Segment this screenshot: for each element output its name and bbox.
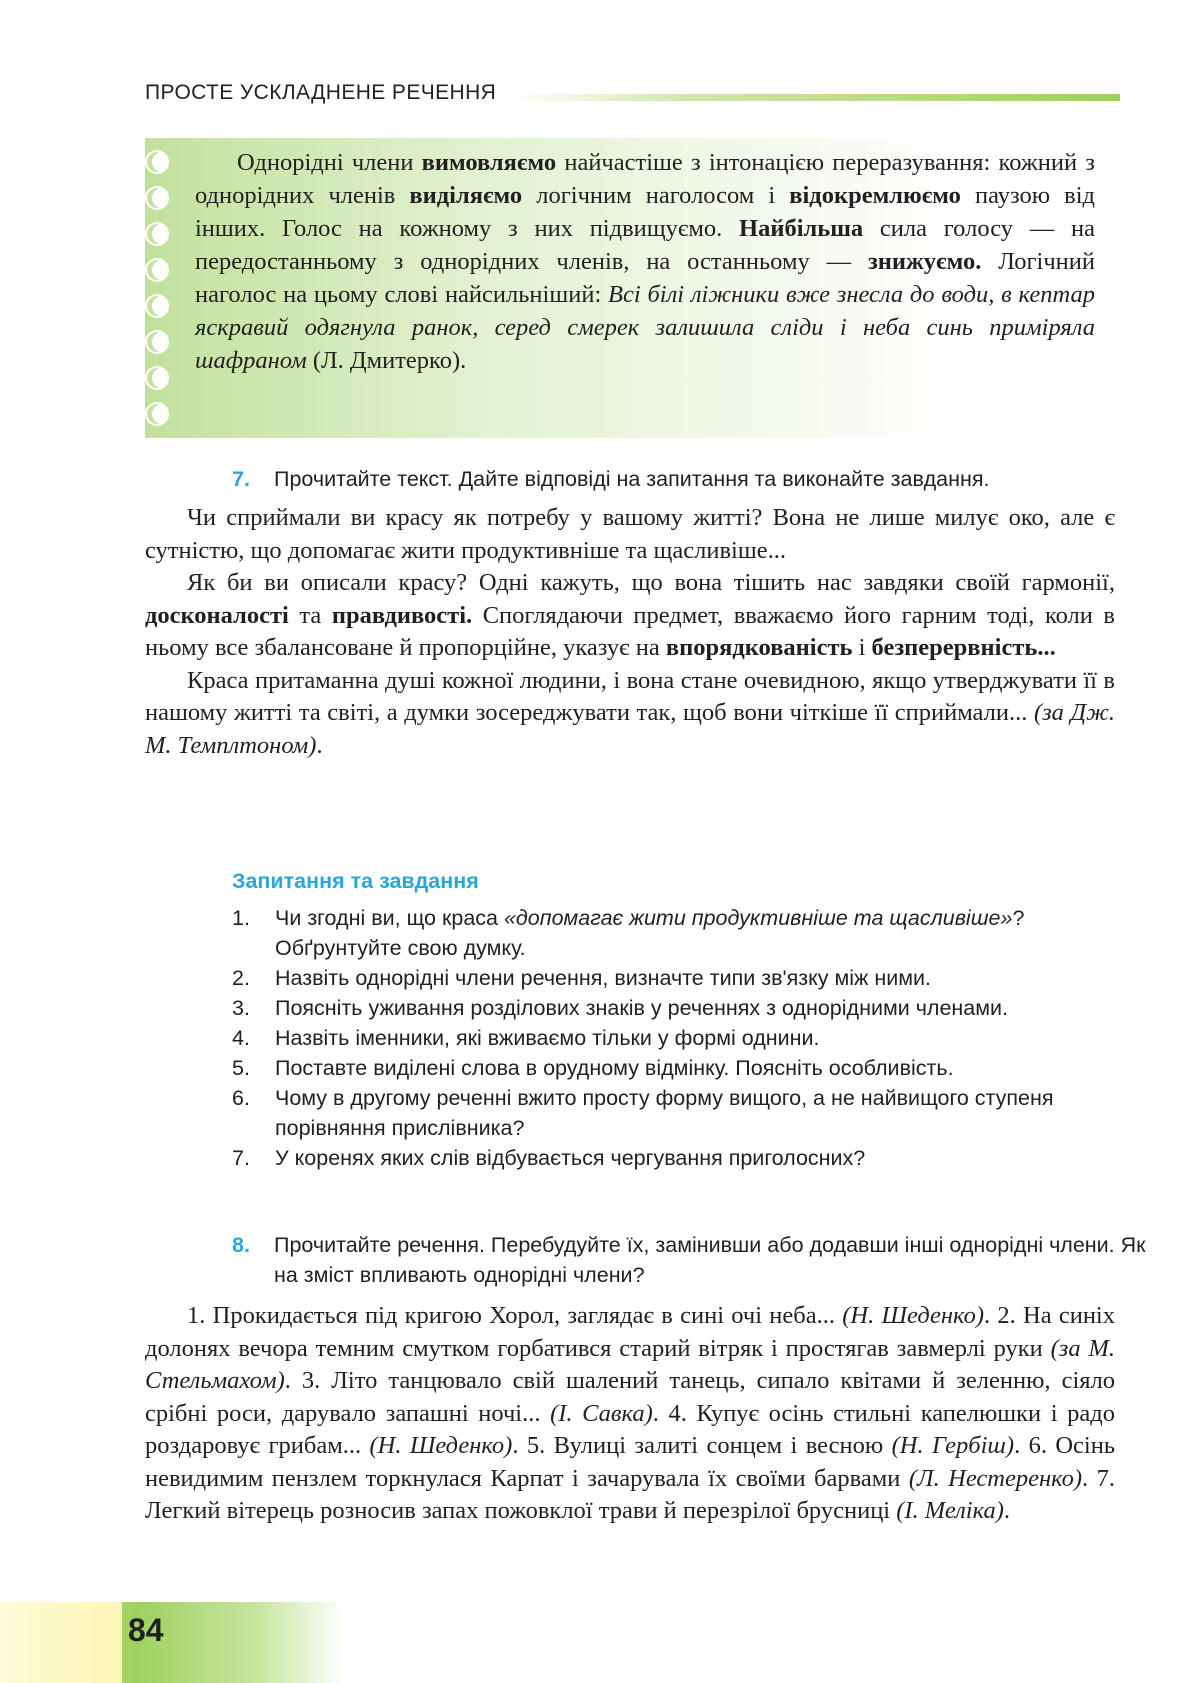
header-rule [510, 92, 1120, 101]
binder-ring-icon [145, 186, 169, 210]
binder-ring-icon [145, 366, 169, 390]
paragraph: Краса притаманна душі кожної людини, і вона стане очевидною, якщо утверджувати її в нашому житті та світі, а думки зосереджувати так, щоб вони чіткіше її сприймали... (за Дж. М. Темплтоном). [145, 666, 1115, 759]
task-number: 7. [232, 467, 250, 491]
question-item: 2. Назвіть однорідні члени речення, визначте типи зв'язку між ними. [232, 966, 932, 990]
rule-text: Однорідні члени вимовляємо найчастіше з інтонацією переразування: кожний з однорідних членів виділяємо логічним наголосом і відокремлюємо паузою від інших. Голос на кожному з них підвищуємо. Найбільша сила голосу — на передостанньому з однорідних членів, на останньому — знижуємо. Логічний наголос на цьому слові найсильніший: Всі білі ліжники вже знесла до води, в кептар яскравий одягнула ранок, серед смерек залишила сліди і неба синь приміряла шафраном (Л. Дмитерко). [195, 149, 1096, 374]
question-item: 7. У коренях яких слів відбувається чергування приголосних? [232, 1146, 866, 1170]
paragraph: 1. Прокидається під кригою Хорол, заглядає в сині очі неба... (Н. Шеденко). 2. На синіх долонях вечора темним смутком горбатився старий вітряк і простягав завмерлі руки (за М. Стельмахом). 3. Літо танцювало свій шалений танець, сипало квітами й зеленню, сіяло срібні роси, дарувало запашні ночі... (І. Савка). 4. Купує осінь стильні капелюшки і радо роздаровує грибам... (Н. Шеденко). 5. Вулиці залиті сонцем і весною (Н. Гербіш). 6. Осінь невидимим пензлем торкнулася Карпат і зачарувала їх своїми барвами (Л. Нестеренко). 7. Легкий вітерець розносив запах пожовклої трави й перезрілої брусниці (І. Меліка). [145, 1302, 1116, 1524]
task-instruction: Прочитайте текст. Дайте відповіді на запитання та виконайте завдання. [274, 467, 990, 491]
task-8-text [145, 1300, 1115, 1528]
task-7-text [145, 502, 1115, 762]
binder-ring-icon [145, 402, 169, 426]
source-citation: (за Дж. М. Темплтоном) [145, 699, 1115, 759]
paragraph: Як би ви описали красу? Одні кажуть, що вона тішить нас завдяки своїй гармонії, досконалості та правдивості. Споглядаючи предмет, вважаємо його гарним тоді, коли в ньому все збалансоване й пропорційне, указує на впорядкованість і безперервність... [145, 569, 1115, 661]
question-item: 1. Чи згодні ви, що краса «допомагає жити продуктивніше та щасливіше»? Обґрунтуйте свою думку. [232, 906, 1025, 960]
questions-list [232, 903, 1117, 1173]
task-number: 8. [232, 1233, 250, 1257]
question-item: 6. Чому в другому реченні вжито просту форму вищого, а не найвищого ступеня порівняння прислівника? [232, 1086, 1054, 1140]
question-item: 4. Назвіть іменники, які вживаємо тільки у формі однини. [232, 1026, 820, 1050]
page-header [145, 78, 1120, 108]
binder-ring-icon [145, 294, 169, 318]
task-instruction: Прочитайте речення. Перебудуйте їх, замінивши або додавши інші однорідні члени. Як на зміст впливають однорідні члени? [274, 1233, 1146, 1287]
question-item: 3. Поясніть уживання розділових знаків у реченнях з однорідними членами. [232, 996, 1009, 1020]
binder-ring-icon [145, 258, 169, 282]
task-7-heading [232, 464, 1122, 494]
binder-ring-icon [145, 150, 169, 174]
page-number: 84 [128, 1612, 164, 1648]
binder-ring-icon [145, 330, 169, 354]
task-8-heading [232, 1230, 1164, 1290]
binder-ring-icon [145, 222, 169, 246]
paragraph: Чи сприймали ви красу як потребу у вашому житті? Вона не лише милує око, але є сутністю, що допомагає жити продуктивніше та щасливіше... [145, 504, 1115, 564]
chapter-title: ПРОСТЕ УСКЛАДНЕНЕ РЕЧЕННЯ [145, 81, 497, 104]
questions-title: Запитання та завдання [232, 869, 479, 893]
footer-tab [0, 1602, 122, 1683]
rule-example: Всі білі ліжники вже знесла до води, в кептар яскравий одягнула ранок, серед смерек залишила сліди і неба синь приміряла шафраном [195, 281, 1096, 374]
question-item: 5. Поставте виділені слова в орудному відмінку. Поясніть особливість. [232, 1056, 954, 1080]
